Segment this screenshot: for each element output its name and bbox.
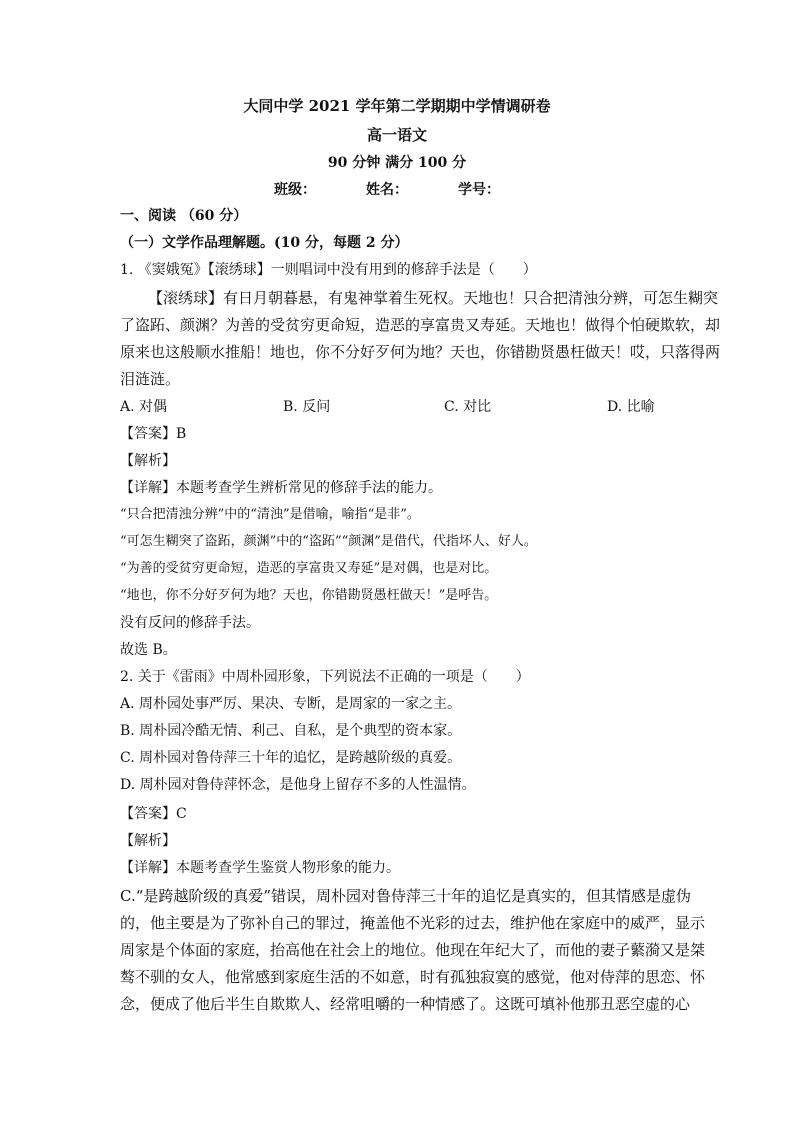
- q1-answer: 【答案】B: [120, 426, 187, 442]
- q2-option-a: A. 周朴园处事严厉、果决、专断，是周家的一家之主。: [120, 696, 462, 712]
- q2-explanation-line: 周家是个体面的家庭，抬高他在社会上的地位。他现在年纪大了，而他的妻子蘩漪又是桀: [120, 941, 706, 959]
- q2-explanation-line: C.“是跨越阶级的真爱”错误，周朴园对鲁侍萍三十年的追忆是真实的，但其情感是虚伪: [120, 887, 692, 905]
- q2-option-c: C. 周朴园对鲁侍萍三十年的追忆，是跨越阶级的真爱。: [120, 750, 462, 766]
- q1-passage-line: 泪涟涟。: [120, 370, 181, 388]
- exam-title: 大同中学 2021 学年第二学期期中学情调研卷: [243, 97, 551, 115]
- q2-option-b: B. 周朴园冷酷无情、利己、自私，是个典型的资本家。: [120, 723, 462, 739]
- q1-note: “可怎生糊突了盗跖，颜渊”中的“盗跖”“颜渊”是借代，代指坏人、好人。: [120, 534, 537, 549]
- q1-note: “为善的受贫穷更命短，造恶的享富贵又寿延”是对偶，也是对比。: [120, 561, 498, 576]
- id-label: 学号：: [458, 182, 500, 198]
- q2-answer: 【答案】C: [120, 806, 187, 822]
- q2-explanation-line: 的，他主要是为了弥补自己的罪过，掩盖他不光彩的过去，维护他在家庭中的威严，显示: [120, 914, 706, 932]
- q1-note: “只合把清浊分辨”中的“清浊”是借喻，喻指“是非”。: [120, 507, 420, 522]
- q2-stem: 2. 关于《雷雨》中周朴园形象，下列说法不正确的一项是（ ）: [120, 669, 530, 685]
- q2-analysis-label: 【解析】: [120, 833, 176, 849]
- q1-detail: 【详解】本题考查学生辨析常见的修辞手法的能力。: [120, 480, 442, 496]
- q2-detail: 【详解】本题考查学生鉴赏人物形象的能力。: [120, 860, 400, 876]
- student-info-row: [0, 179, 794, 199]
- q1-option-a: A. 对偶: [120, 399, 168, 415]
- q2-explanation-line: 念，便成了他后半生自欺欺人、经常咀嚼的一种情感了。这既可填补他那丑恶空虚的心: [120, 995, 691, 1013]
- q1-option-c: C. 对比: [444, 399, 492, 415]
- class-label: 班级：: [274, 182, 316, 198]
- q1-option-b: B. 反问: [283, 399, 331, 415]
- q2-explanation-line: 骜不驯的女人，他常感到家庭生活的不如意，时有孤独寂寞的感觉，他对侍萍的思恋、怀: [120, 968, 706, 986]
- q1-passage-line: 原来也这般顺水推船！地也，你不分好歹何为地？天也，你错勘贤愚枉做天！哎，只落得两: [120, 343, 721, 361]
- q1-passage-line: 了盗跖、颜渊？为善的受贫穷更命短，造恶的享富贵又寿延。天地也！做得个怕硬欺软，却: [120, 316, 721, 334]
- section-heading: 一、阅读 （60 分）: [120, 208, 248, 224]
- q1-stem: 1. 《窦娥冤》【滚绣球】一则唱词中没有用到的修辞手法是（ ）: [120, 262, 537, 278]
- q1-choice: 故选 B。: [120, 642, 177, 658]
- q1-option-d: D. 比喻: [607, 399, 655, 415]
- q1-passage-line: 【滚绣球】有日月朝暮悬，有鬼神掌着生死权。天地也！只合把清浊分辨，可怎生糊突: [148, 289, 719, 307]
- q2-option-d: D. 周朴园对鲁侍萍怀念，是他身上留存不多的人性温情。: [120, 777, 476, 793]
- q1-conclusion: 没有反问的修辞手法。: [120, 615, 260, 631]
- name-label: 姓名：: [366, 182, 408, 198]
- q1-note: “地也，你不分好歹何为地？天也，你错勘贤愚枉做天！”是呼告。: [120, 588, 498, 603]
- subject-title: 高一语文: [366, 126, 427, 144]
- time-score: 90 分钟 满分 100 分: [327, 155, 467, 171]
- q1-analysis-label: 【解析】: [120, 453, 176, 469]
- subsection-heading: （一）文学作品理解题。(10 分，每题 2 分）: [120, 235, 409, 251]
